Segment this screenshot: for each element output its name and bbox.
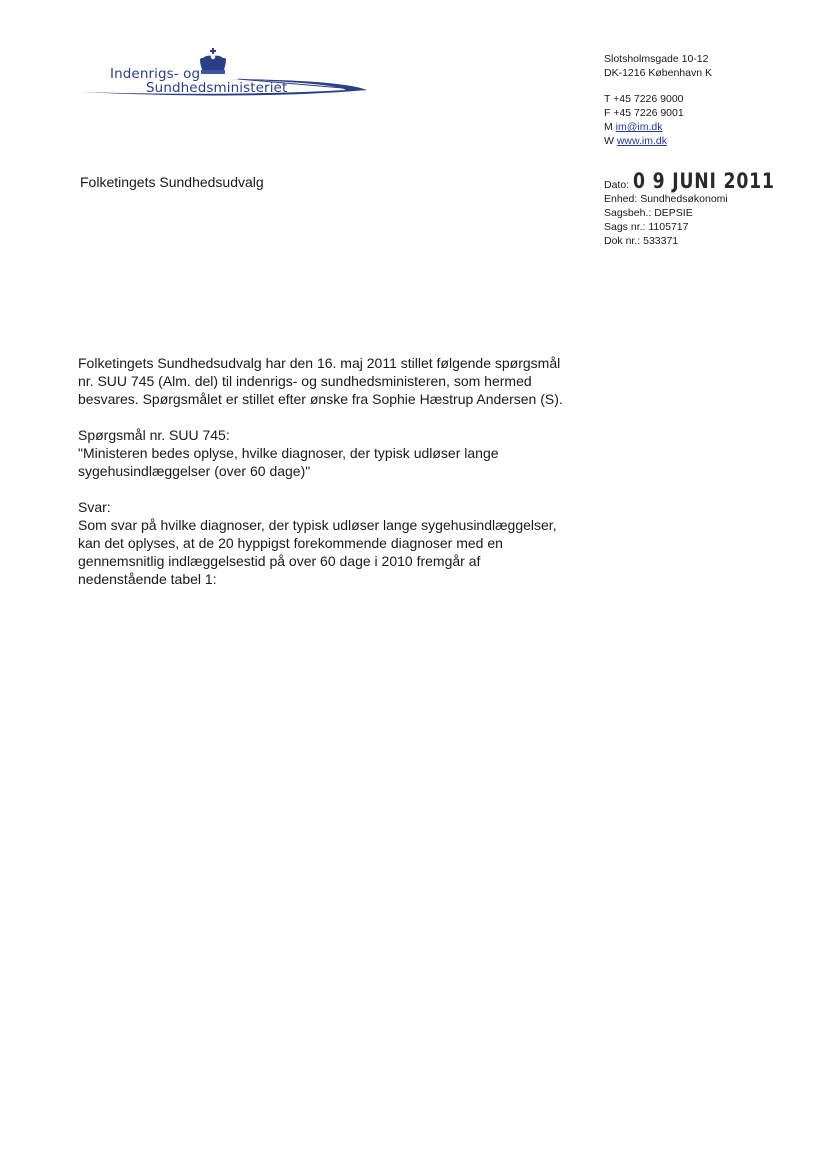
- street-address: Slotsholmsgade 10-12: [604, 53, 709, 65]
- document-number-line: Dok nr.: 533371: [604, 235, 679, 247]
- case-number-line: Sags nr.: 1105717: [604, 221, 689, 233]
- date-label: Dato:: [604, 179, 630, 191]
- intro-line: nr. SUU 745 (Alm. del) til indenrigs- og sundhedsministeren, som hermed: [78, 373, 532, 389]
- question-heading: Spørgsmål nr. SUU 745:: [78, 427, 230, 443]
- recipient: Folketingets Sundhedsudvalg: [80, 174, 264, 190]
- ministry-logo: [78, 46, 370, 104]
- logo-text-line1: Indenrigs- og: [110, 66, 201, 82]
- date-stamp: 0 9 JUNI 2011: [633, 169, 775, 193]
- document-meta: [604, 170, 806, 248]
- caseworker-line: Sagsbeh.: DEPSIE: [604, 207, 693, 219]
- email-prefix: M: [604, 121, 613, 133]
- answer-line: Som svar på hvilke diagnoser, der typisk udløser lange sygehusindlæggelser,: [78, 517, 557, 533]
- sender-address-block: [604, 52, 712, 148]
- fax-number: F +45 7226 9001: [604, 107, 684, 119]
- unit-line: Enhed: Sundhedsøkonomi: [604, 193, 728, 205]
- answer-paragraph: [78, 498, 588, 588]
- answer-heading: Svar:: [78, 499, 111, 515]
- logo-text-line2: Sundhedsministeriet: [146, 80, 288, 96]
- question-line: sygehusindlæggelser (over 60 dage)": [78, 463, 311, 479]
- intro-paragraph: [78, 354, 588, 408]
- answer-line: nedenstående tabel 1:: [78, 571, 217, 587]
- letter-body: [78, 354, 588, 606]
- web-line: [604, 134, 712, 148]
- question-line: "Ministeren bedes oplyse, hvilke diagnoser, der typisk udløser lange: [78, 445, 499, 461]
- postal-address: DK-1216 København K: [604, 67, 712, 79]
- question-paragraph: [78, 426, 588, 480]
- web-link[interactable]: www.im.dk: [616, 135, 668, 147]
- intro-line: besvares. Spørgsmålet er stillet efter ønske fra Sophie Hæstrup Andersen (S).: [78, 391, 563, 407]
- phone-number: T +45 7226 9000: [604, 93, 684, 105]
- email-link[interactable]: im@im.dk: [615, 121, 663, 133]
- answer-line: gennemsnitlig indlæggelsestid på over 60 dage i 2010 fremgår af: [78, 553, 481, 569]
- date-row: [604, 170, 806, 192]
- intro-line: Folketingets Sundhedsudvalg har den 16. maj 2011 stillet følgende spørgsmål: [78, 355, 561, 371]
- answer-line: kan det oplyses, at de 20 hyppigst forekommende diagnoser med en: [78, 535, 503, 551]
- email-line: [604, 120, 712, 134]
- web-prefix: W: [604, 135, 614, 147]
